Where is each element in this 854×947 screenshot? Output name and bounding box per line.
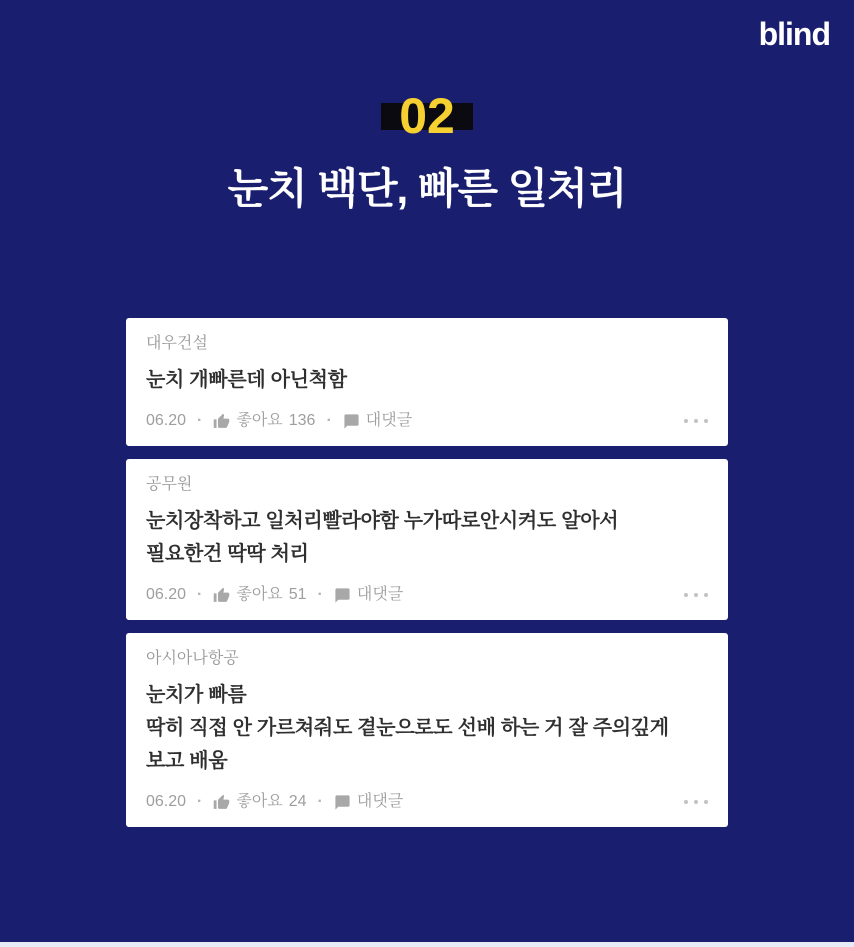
more-options-button[interactable]: [684, 415, 708, 427]
post-date: 06.20: [146, 586, 187, 603]
post-card: [126, 459, 728, 620]
like-count: 136: [288, 412, 316, 429]
like-label: 좋아요: [236, 793, 283, 810]
separator-dot: ·: [197, 412, 203, 429]
separator-dot: ·: [317, 793, 323, 810]
like-button[interactable]: [213, 411, 315, 431]
like-button[interactable]: [213, 792, 306, 812]
company-name: 아시아나항공: [146, 650, 239, 667]
separator-dot: ·: [197, 793, 203, 810]
thumbs-up-icon: [213, 794, 230, 811]
comment-icon: [334, 794, 351, 811]
post-text-line: 보고 배움: [146, 750, 228, 772]
post-card: [126, 633, 728, 827]
separator-dot: ·: [317, 586, 323, 603]
post-text-line: 딱히 직접 안 가르쳐줘도 곁눈으로도 선배 하는 거 잘 주의깊게: [146, 717, 669, 739]
post-text: [146, 505, 708, 571]
thumbs-up-icon: [213, 587, 230, 604]
page-title: 눈치 백단, 빠른 일처리: [227, 165, 627, 212]
comment-label: 대댓글: [356, 793, 404, 810]
post-text-line: 눈치가 빠름: [146, 684, 247, 706]
post-date: 06.20: [146, 793, 187, 810]
company-name: 공무원: [146, 476, 193, 493]
post-text-line: 눈치 개빠른데 아닌척함: [146, 369, 347, 391]
comment-button[interactable]: [334, 792, 403, 812]
section-badge: [0, 88, 854, 144]
like-count: 24: [288, 793, 307, 810]
thumbs-up-icon: [213, 413, 230, 430]
more-options-button[interactable]: [684, 796, 708, 808]
post-text: [146, 364, 708, 397]
separator-dot: ·: [326, 412, 332, 429]
post-text-line: 필요한건 딱딱 처리: [146, 543, 309, 565]
comment-icon: [343, 413, 360, 430]
post-meta: [146, 585, 708, 605]
section-badge-background: [381, 88, 473, 144]
post-card: [126, 318, 728, 446]
like-label: 좋아요: [236, 586, 283, 603]
more-options-button[interactable]: [684, 589, 708, 601]
comment-label: 대댓글: [365, 412, 413, 429]
post-meta: [146, 792, 708, 812]
section-number: 02: [399, 88, 455, 144]
like-button[interactable]: [213, 585, 306, 605]
post-list: [126, 318, 728, 827]
comment-icon: [334, 587, 351, 604]
comment-button[interactable]: [334, 585, 403, 605]
post-meta: [146, 411, 708, 431]
like-count: 51: [288, 586, 307, 603]
post-text-line: 눈치장착하고 일처리빨라야함 누가따로안시켜도 알아서: [146, 510, 619, 532]
like-label: 좋아요: [236, 412, 283, 429]
bottom-edge-strip: [0, 942, 854, 947]
post-text: [146, 679, 708, 778]
post-date: 06.20: [146, 412, 187, 429]
comment-label: 대댓글: [356, 586, 404, 603]
separator-dot: ·: [197, 586, 203, 603]
company-name: 대우건설: [146, 335, 208, 352]
comment-button[interactable]: [343, 411, 412, 431]
blind-logo: blind: [758, 16, 830, 52]
